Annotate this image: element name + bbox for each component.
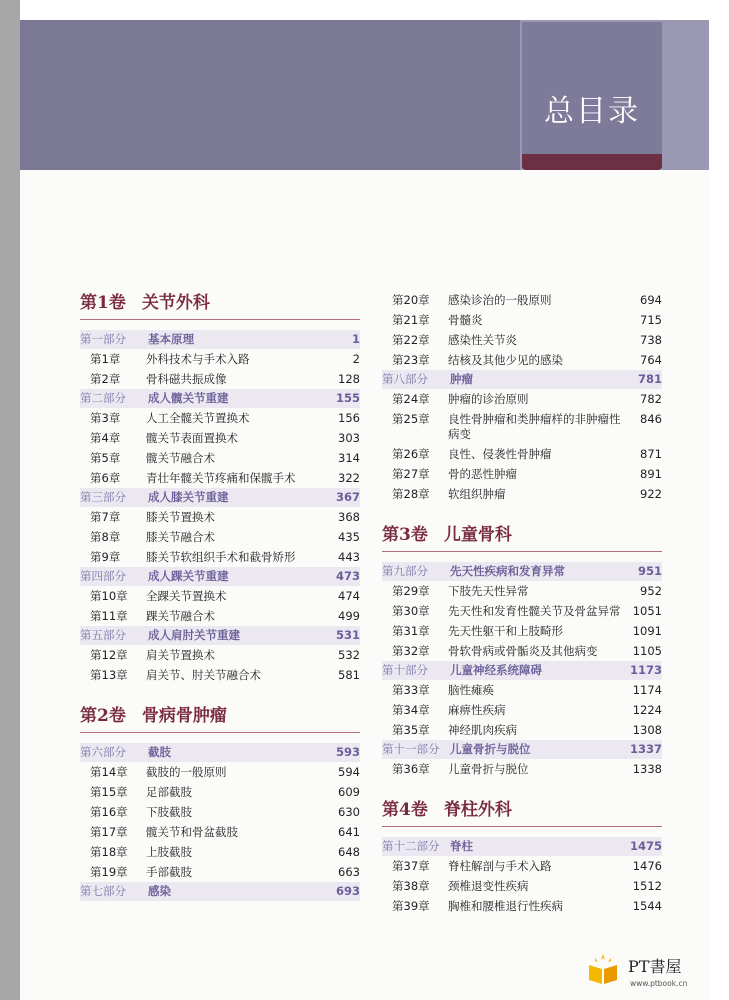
chapter-title: 骨的恶性肿瘤 bbox=[448, 466, 517, 481]
chapter-number: 第19章 bbox=[90, 864, 128, 879]
page-number: 871 bbox=[640, 446, 662, 461]
part-title: 儿童骨折与脱位 bbox=[450, 742, 531, 756]
toc-chapter-row[interactable] bbox=[80, 349, 360, 369]
chapter-number: 第39章 bbox=[392, 898, 430, 913]
chapter-title: 骨软骨病或骨骺炎及其他病变 bbox=[448, 643, 598, 658]
chapter-number: 第24章 bbox=[392, 391, 430, 406]
chapter-number: 第10章 bbox=[90, 588, 128, 603]
page-number: 1174 bbox=[632, 682, 662, 697]
chapter-number: 第22章 bbox=[392, 332, 430, 347]
volume-number: 第3卷 bbox=[382, 525, 428, 545]
volume-entries bbox=[382, 562, 662, 779]
toc-chapter-row[interactable] bbox=[80, 802, 360, 822]
chapter-title: 感染诊治的一般原则 bbox=[448, 292, 552, 307]
volume-entries bbox=[382, 837, 662, 916]
page-number: 715 bbox=[640, 312, 662, 327]
toc-part-row[interactable] bbox=[382, 562, 662, 581]
toc-chapter-row[interactable] bbox=[382, 720, 662, 740]
chapter-title: 膝关节融合术 bbox=[146, 529, 215, 544]
chapter-number: 第15章 bbox=[90, 784, 128, 799]
page-number: 499 bbox=[338, 608, 360, 623]
chapter-title: 骨髓炎 bbox=[448, 312, 483, 327]
chapter-number: 第33章 bbox=[392, 682, 430, 697]
chapter-number: 第11章 bbox=[90, 608, 128, 623]
volume-entries bbox=[80, 330, 360, 685]
chapter-number: 第37章 bbox=[392, 858, 430, 873]
toc-chapter-row[interactable] bbox=[80, 448, 360, 468]
chapter-number: 第26章 bbox=[392, 446, 430, 461]
volume-name: 儿童骨科 bbox=[443, 525, 512, 545]
volume-heading bbox=[80, 288, 360, 320]
page-number: 952 bbox=[640, 583, 662, 598]
volume-heading bbox=[80, 701, 360, 733]
page-number: 609 bbox=[338, 784, 360, 799]
page-number: 128 bbox=[338, 371, 360, 386]
page-number: 1173 bbox=[629, 663, 662, 677]
page-number: 581 bbox=[338, 667, 360, 682]
page-number: 1224 bbox=[632, 702, 662, 717]
chapter-number: 第38章 bbox=[392, 878, 430, 893]
page-number: 951 bbox=[637, 564, 662, 578]
page-number: 1544 bbox=[632, 898, 662, 913]
page-number: 648 bbox=[338, 844, 360, 859]
part-title: 基本原理 bbox=[148, 332, 194, 346]
toc-chapter-row[interactable] bbox=[80, 369, 360, 389]
toc-chapter-row[interactable] bbox=[80, 606, 360, 626]
page-number: 694 bbox=[640, 292, 662, 307]
part-title: 成人髋关节重建 bbox=[148, 391, 229, 405]
page-number: 303 bbox=[338, 430, 360, 445]
chapter-title: 膝关节软组织手术和截骨矫形 bbox=[146, 549, 296, 564]
chapter-number: 第21章 bbox=[392, 312, 430, 327]
part-number: 第十部分 bbox=[382, 663, 428, 677]
volume-number: 第2卷 bbox=[80, 706, 126, 726]
chapter-number: 第25章 bbox=[392, 411, 430, 426]
volume-number: 第1卷 bbox=[80, 293, 126, 313]
toc-part-row[interactable] bbox=[80, 882, 360, 901]
page-number: 314 bbox=[338, 450, 360, 465]
chapter-number: 第1章 bbox=[90, 351, 121, 366]
toc-part-row[interactable] bbox=[80, 743, 360, 762]
chapter-title: 髋关节和骨盆截肢 bbox=[146, 824, 238, 839]
page-number: 693 bbox=[335, 884, 360, 898]
page-number: 891 bbox=[640, 466, 662, 481]
page-number: 443 bbox=[338, 549, 360, 564]
toc-chapter-row[interactable] bbox=[382, 621, 662, 641]
chapter-title: 膝关节置换术 bbox=[146, 509, 215, 524]
page-number: 1475 bbox=[629, 839, 662, 853]
toc-chapter-row[interactable] bbox=[382, 350, 662, 370]
chapter-title: 感染性关节炎 bbox=[448, 332, 517, 347]
book-logo-icon bbox=[586, 952, 620, 986]
chapter-title: 全踝关节置换术 bbox=[146, 588, 227, 603]
chapter-number: 第2章 bbox=[90, 371, 121, 386]
toc-part-row[interactable] bbox=[80, 567, 360, 586]
toc-chapter-row[interactable] bbox=[80, 762, 360, 782]
page-number: 922 bbox=[640, 486, 662, 501]
toc-chapter-row[interactable] bbox=[382, 484, 662, 504]
chapter-title: 良性、侵袭性骨肿瘤 bbox=[448, 446, 552, 461]
chapter-title: 良性骨肿瘤和类肿瘤样的非肿瘤性病变 bbox=[448, 411, 621, 441]
part-title: 肿瘤 bbox=[450, 372, 473, 386]
page-number: 782 bbox=[640, 391, 662, 406]
toc-part-row[interactable] bbox=[382, 740, 662, 759]
page-number: 663 bbox=[338, 864, 360, 879]
volume-name: 关节外科 bbox=[141, 293, 210, 313]
chapter-number: 第18章 bbox=[90, 844, 128, 859]
page-number: 531 bbox=[335, 628, 360, 642]
page-number: 1308 bbox=[632, 722, 662, 737]
toc-chapter-row[interactable] bbox=[382, 700, 662, 720]
page-number: 322 bbox=[338, 470, 360, 485]
page-number: 846 bbox=[640, 411, 662, 426]
chapter-number: 第13章 bbox=[90, 667, 128, 682]
chapter-title: 外科技术与手术入路 bbox=[146, 351, 250, 366]
page-number: 764 bbox=[640, 352, 662, 367]
chapter-title: 颈椎退变性疾病 bbox=[448, 878, 529, 893]
toc-chapter-row[interactable] bbox=[80, 645, 360, 665]
page-number: 367 bbox=[335, 490, 360, 504]
chapter-number: 第30章 bbox=[392, 603, 430, 618]
toc-chapter-row[interactable] bbox=[382, 330, 662, 350]
chapter-number: 第3章 bbox=[90, 410, 121, 425]
chapter-title: 神经肌肉疾病 bbox=[448, 722, 517, 737]
chapter-title: 肿瘤的诊治原则 bbox=[448, 391, 529, 406]
site-logo[interactable] bbox=[586, 948, 716, 998]
toc-chapter-row[interactable] bbox=[382, 581, 662, 601]
page-number: 156 bbox=[338, 410, 360, 425]
chapter-title: 髋关节表面置换术 bbox=[146, 430, 238, 445]
part-number: 第一部分 bbox=[80, 332, 126, 346]
toc-part-row[interactable] bbox=[382, 837, 662, 856]
page-number: 1512 bbox=[632, 878, 662, 893]
chapter-title: 先天性躯干和上肢畸形 bbox=[448, 623, 563, 638]
page-number: 1105 bbox=[632, 643, 662, 658]
chapter-number: 第6章 bbox=[90, 470, 121, 485]
toc-chapter-row[interactable] bbox=[80, 822, 360, 842]
chapter-title: 麻痹性疾病 bbox=[448, 702, 506, 717]
page-number: 1476 bbox=[632, 858, 662, 873]
page-number: 1337 bbox=[629, 742, 662, 756]
chapter-number: 第35章 bbox=[392, 722, 430, 737]
page-number: 630 bbox=[338, 804, 360, 819]
page-number: 435 bbox=[338, 529, 360, 544]
part-title: 儿童神经系统障碍 bbox=[450, 663, 542, 677]
toc-part-row[interactable] bbox=[382, 661, 662, 680]
toc-chapter-row[interactable] bbox=[382, 896, 662, 916]
chapter-title: 手部截肢 bbox=[146, 864, 192, 879]
chapter-title: 儿童骨折与脱位 bbox=[448, 761, 529, 776]
chapter-title: 肩关节置换术 bbox=[146, 647, 215, 662]
page-number: 1338 bbox=[632, 761, 662, 776]
page-number: 641 bbox=[338, 824, 360, 839]
page-number: 1091 bbox=[632, 623, 662, 638]
page-number: 781 bbox=[637, 372, 662, 386]
toc-chapter-row[interactable] bbox=[80, 428, 360, 448]
part-title: 成人膝关节重建 bbox=[148, 490, 229, 504]
toc-part-row[interactable] bbox=[80, 626, 360, 645]
chapter-number: 第27章 bbox=[392, 466, 430, 481]
chapter-title: 骨科磁共振成像 bbox=[146, 371, 227, 386]
chapter-title: 下肢截肢 bbox=[146, 804, 192, 819]
part-title: 感染 bbox=[148, 884, 171, 898]
toc-chapter-row[interactable] bbox=[80, 408, 360, 428]
page-number: 2 bbox=[352, 351, 360, 366]
chapter-number: 第31章 bbox=[392, 623, 430, 638]
toc-chapter-row[interactable] bbox=[382, 290, 662, 310]
page-number: 1051 bbox=[632, 603, 662, 618]
chapter-number: 第32章 bbox=[392, 643, 430, 658]
chapter-number: 第9章 bbox=[90, 549, 121, 564]
page-number: 474 bbox=[338, 588, 360, 603]
page-number: 593 bbox=[335, 745, 360, 759]
chapter-number: 第7章 bbox=[90, 509, 121, 524]
toc-chapter-row[interactable] bbox=[80, 507, 360, 527]
part-title: 成人踝关节重建 bbox=[148, 569, 229, 583]
part-title: 先天性疾病和发育异常 bbox=[450, 564, 565, 578]
toc-chapter-row[interactable] bbox=[80, 547, 360, 567]
chapter-title: 胸椎和腰椎退行性疾病 bbox=[448, 898, 563, 913]
chapter-title: 足部截肢 bbox=[146, 784, 192, 799]
toc-chapter-row[interactable] bbox=[382, 464, 662, 484]
chapter-number: 第29章 bbox=[392, 583, 430, 598]
page-number: 738 bbox=[640, 332, 662, 347]
page-title: 总目录 bbox=[544, 94, 640, 129]
chapter-number: 第36章 bbox=[392, 761, 430, 776]
chapter-number: 第5章 bbox=[90, 450, 121, 465]
toc-chapter-row[interactable] bbox=[382, 409, 662, 444]
volume-entries-continued bbox=[382, 290, 662, 504]
toc-chapter-row[interactable] bbox=[382, 444, 662, 464]
chapter-title: 下肢先天性异常 bbox=[448, 583, 529, 598]
chapter-title: 踝关节融合术 bbox=[146, 608, 215, 623]
chapter-title: 上肢截肢 bbox=[146, 844, 192, 859]
part-number: 第七部分 bbox=[80, 884, 126, 898]
chapter-title: 髋关节融合术 bbox=[146, 450, 215, 465]
toc-chapter-row[interactable] bbox=[382, 389, 662, 409]
chapter-number: 第28章 bbox=[392, 486, 430, 501]
part-number: 第九部分 bbox=[382, 564, 428, 578]
part-number: 第十一部分 bbox=[382, 742, 440, 756]
chapter-title: 人工全髋关节置换术 bbox=[146, 410, 250, 425]
chapter-title: 结核及其他少见的感染 bbox=[448, 352, 563, 367]
part-number: 第五部分 bbox=[80, 628, 126, 642]
chapter-title: 青壮年髋关节疼痛和保髋手术 bbox=[146, 470, 296, 485]
toc-chapter-row[interactable] bbox=[80, 527, 360, 547]
book-spine-shadow bbox=[0, 0, 20, 1000]
toc-part-row[interactable] bbox=[80, 488, 360, 507]
chapter-title: 肩关节、肘关节融合术 bbox=[146, 667, 261, 682]
volume-entries bbox=[80, 743, 360, 901]
toc-column-left bbox=[80, 288, 360, 901]
page-number: 155 bbox=[335, 391, 360, 405]
page-number: 368 bbox=[338, 509, 360, 524]
toc-chapter-row[interactable] bbox=[80, 665, 360, 685]
chapter-title: 软组织肿瘤 bbox=[448, 486, 506, 501]
chapter-number: 第17章 bbox=[90, 824, 128, 839]
volume-heading bbox=[382, 795, 662, 827]
chapter-number: 第14章 bbox=[90, 764, 128, 779]
toc-chapter-row[interactable] bbox=[80, 468, 360, 488]
toc-chapter-row[interactable] bbox=[382, 759, 662, 779]
page-number: 1 bbox=[351, 332, 360, 346]
chapter-number: 第8章 bbox=[90, 529, 121, 544]
toc-chapter-row[interactable] bbox=[80, 842, 360, 862]
chapter-number: 第16章 bbox=[90, 804, 128, 819]
page-number: 473 bbox=[335, 569, 360, 583]
toc-column-right bbox=[382, 290, 662, 916]
chapter-number: 第12章 bbox=[90, 647, 128, 662]
volume-number: 第4卷 bbox=[382, 800, 428, 820]
toc-chapter-row[interactable] bbox=[382, 601, 662, 621]
part-number: 第二部分 bbox=[80, 391, 126, 405]
toc-chapter-row[interactable] bbox=[382, 856, 662, 876]
toc-chapter-row[interactable] bbox=[382, 680, 662, 700]
chapter-number: 第4章 bbox=[90, 430, 121, 445]
part-number: 第四部分 bbox=[80, 569, 126, 583]
toc-chapter-row[interactable] bbox=[382, 641, 662, 661]
chapter-title: 脑性瘫痪 bbox=[448, 682, 494, 697]
toc-chapter-row[interactable] bbox=[382, 310, 662, 330]
toc-chapter-row[interactable] bbox=[80, 586, 360, 606]
part-number: 第三部分 bbox=[80, 490, 126, 504]
part-title: 截肢 bbox=[148, 745, 171, 759]
chapter-title: 脊柱解剖与手术入路 bbox=[448, 858, 552, 873]
page-number: 532 bbox=[338, 647, 360, 662]
toc-part-row[interactable] bbox=[382, 370, 662, 389]
toc-chapter-row[interactable] bbox=[382, 876, 662, 896]
part-number: 第六部分 bbox=[80, 745, 126, 759]
chapter-title: 截肢的一般原则 bbox=[146, 764, 227, 779]
toc-part-row[interactable] bbox=[80, 330, 360, 349]
chapter-number: 第23章 bbox=[392, 352, 430, 367]
title-underbar bbox=[522, 154, 662, 170]
volume-heading bbox=[382, 520, 662, 552]
volume-name: 骨病骨肿瘤 bbox=[141, 706, 227, 726]
chapter-number: 第34章 bbox=[392, 702, 430, 717]
toc-chapter-row[interactable] bbox=[80, 862, 360, 882]
volume-name: 脊柱外科 bbox=[443, 800, 512, 820]
part-title: 成人肩肘关节重建 bbox=[148, 628, 240, 642]
toc-part-row[interactable] bbox=[80, 389, 360, 408]
chapter-number: 第20章 bbox=[392, 292, 430, 307]
logo-name: PT書屋 bbox=[628, 957, 682, 976]
page-number: 594 bbox=[338, 764, 360, 779]
part-number: 第十二部分 bbox=[382, 839, 440, 853]
part-title: 脊柱 bbox=[450, 839, 473, 853]
toc-chapter-row[interactable] bbox=[80, 782, 360, 802]
chapter-title: 先天性和发育性髋关节及骨盆异常 bbox=[448, 603, 621, 618]
logo-url: www.ptbook.cn bbox=[630, 979, 688, 988]
part-number: 第八部分 bbox=[382, 372, 428, 386]
